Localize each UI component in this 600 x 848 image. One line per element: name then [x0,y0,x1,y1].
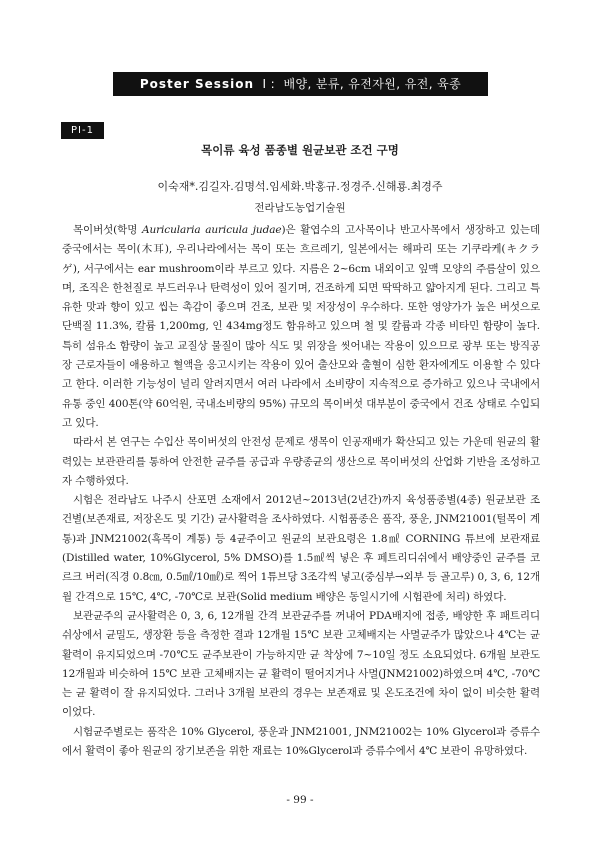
paragraph-5: 시험균주별로는 품작은 10% Glycerol, 풍운과 JNM21001, JNM21002는 10% Glycerol과 증류수에서 활력이 좋아 원균의 장기보존을 위한 재료는 10%Glycerol과 증류수에서 4℃ 보관이 유망하였다. [62,725,540,758]
page-number: - 99 - [286,794,314,806]
paper-code-label: PⅠ-1 [61,122,104,139]
paragraph-2: 따라서 본 연구는 수입산 목이버섯의 안전성 문제로 생목이 인공재배가 확산되고 있는 가운데 원균의 활력있는 보관관리를 통하여 안전한 균주를 공급과 우량종균의 생산으로 목이버섯의 산업화 기반을 조성하고자 수행하였다. [62,436,540,487]
scientific-name: Auricularia auricula judae [141,224,282,236]
paragraph-1: 목이버섯(학명 Auricularia auricula judae)은 활엽수의 고사목이나 반고사목에서 생장하고 있는데 중국에서는 목이(木耳), 우리나라에서는 목이 또는 흐르레기, 일본에서는 해파리 또는 기쿠라케(キクラゲ), 서구에서는 ear mushroom이라 부르고 있다. 지름은 2~6cm 내외이고 잎맥 모양의 주름살이 있으며, 조직은 한천질로 부드러우나 탄력성이 있어 질기며, 건조하게 되면 딱딱하고 얇아지게 된다. 그리고 특유한 맛과 향이 있고 씹는 촉감이 좋으며 건조, 보관 및 저장성이 우수하다. 또한 영양가가 높은 버섯으로 단백질 11.3%, 칼륨 1,200mg, 인 434mg정도 함유하고 있으며 철 및 칼륨과 각종 비타민 함량이 높다. 특히 섬유소 함량이 높고 교질상 물질이 많아 식도 및 위장을 씻어내는 작용이 있으므로 광부 또는 방직공장 근로자들이 애용하고 혈액을 응고시키는 작용이 있어 출산모와 출혈이 심한 환자에게도 이용할 수 있다고 한다. 이러한 기능성이 널리 알려지면서 여러 나라에서 소비량이 지속적으로 증가하고 있으나 국내에서 유통 중인 400톤(약 60억원, 국내소비량의 95%) 규모의 목이버섯 대부분이 중국에서 건조 상태로 수입되고 있다. [62,224,540,429]
paragraph-3: 시험은 전라남도 나주시 산포면 소재에서 2012년~2013년(2년간)까지 육성품종별(4종) 원균보관 조건별(보존재료, 저장온도 및 기간) 균사활력을 조사하였다. 시험품종은 품작, 풍운, JNM21001(털목이 계통)과 JNM21002(흑목이 계통) 등 4균주이고 원균의 보관요령은 1.8㎖ CORNING 튜브에 보관재료(Distilled water, 10%Glycerol, 5% DMSO)를 1.5㎖씩 넣은 후 페트리디쉬에서 배양중인 균주를 코르크 버러(직경 0.8㎝, 0.5㎖/10㎖)로 찍어 1튜브당 3조각씩 넣고(중심부→외부 등 골고루) 0, 3, 6, 12개월 간격으로 15℃, 4℃, -70℃로 보관(Solid medium 배양은 동일시기에 시험관에 처리) 하였다. [62,494,540,603]
session-banner [113,72,488,96]
session-topic: 배양, 분류, 유전자원, 유전, 육종 [283,77,462,91]
session-number: Ⅰ : [262,77,280,91]
paper-title: 목이류 육성 품종별 원균보관 조건 구명 [201,143,399,157]
paper-authors: 이숙재*.김길자.김명석.임세화.박홍규.정경주.신해룡.최경주 [157,180,443,193]
paragraph-4: 보관균주의 균사활력은 0, 3, 6, 12개월 간격 보관균주를 꺼내어 PDA배지에 접종, 배양한 후 패트리디쉬상에서 균밀도, 생장환 등을 측정한 결과 12개월 15℃ 보관 고체배지는 사멸균주가 많았으나 4℃는 균 활력이 유지되었으며 -70℃도 균주보관이 가능하지만 균 착상에 7~10일 정도 소요되었다. 6개월 보관도 12개월과 비슷하여 15℃ 보관 고체배지는 균 활력이 떨어지거나 사멸(JNM21002)하였으며 4℃, -70℃는 균 활력이 잘 유지되었다. 그러나 3개월 보관의 경우는 보존재료 및 온도조건에 차이 없이 비슷한 활력이었다. [62,609,540,719]
abstract-body [62,221,540,761]
paper-affiliation: 전라남도농업기술원 [254,202,346,214]
session-label: Poster Session [139,77,254,91]
